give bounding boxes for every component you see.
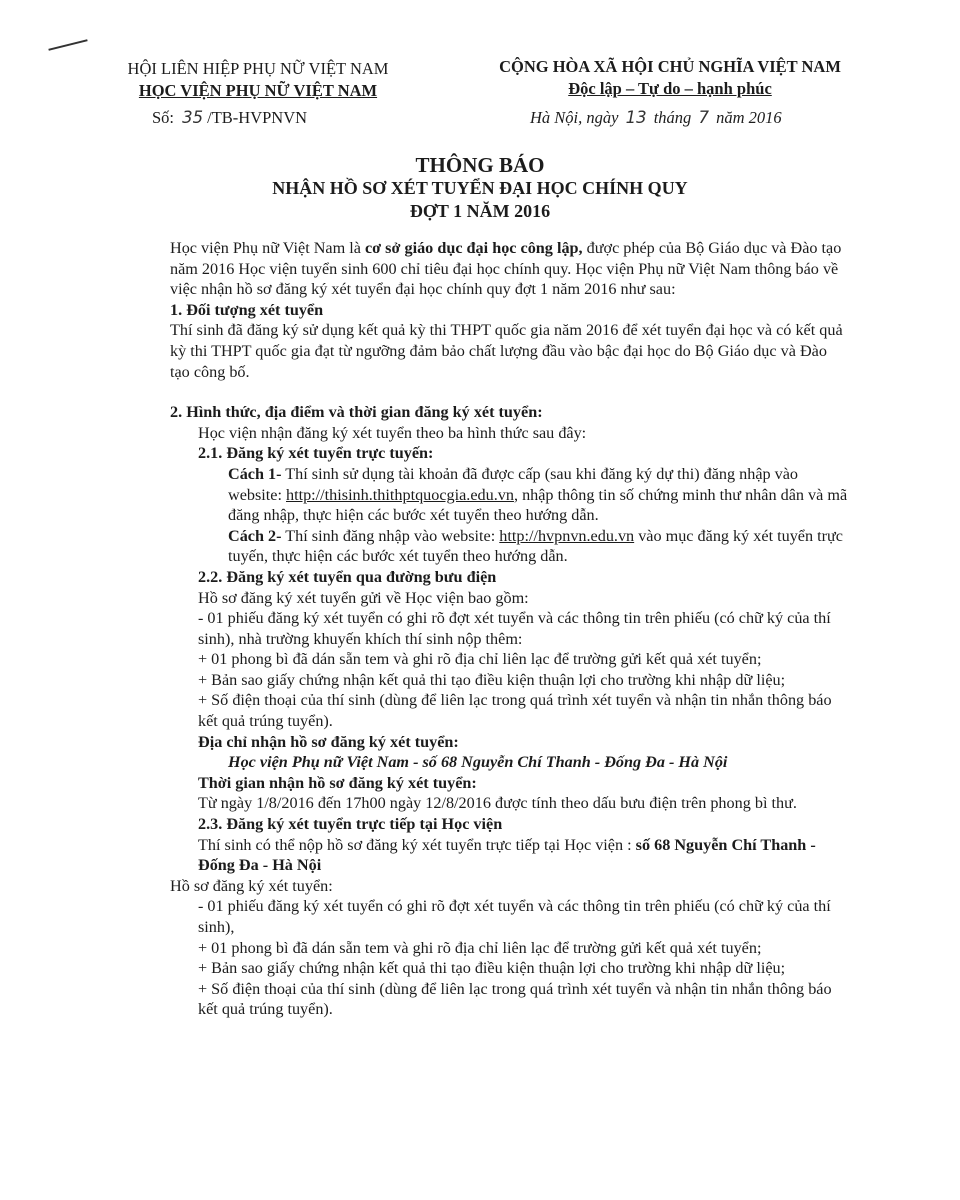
- postal-doc-item-2: + 01 phong bì đã dán sẵn tem và ghi rõ địa chỉ liên lạc để trường gửi kết quả xét tuyển;: [198, 650, 762, 669]
- method-2-text-b: vào mục đăng ký xét tuyển trực tuyến, thực hiện các bước xét tuyển theo hướng dẫn.: [228, 526, 843, 566]
- section-1-text: Thí sinh đã đăng ký sử dụng kết quả kỳ thi THPT quốc gia năm 2016 để xét tuyển đại học và có kết quả kỳ thi THPT quốc gia đạt từ ngưỡng đảm bảo chất lượng đầu vào bậc đại học do Bộ Giáo dục và Đào tạo công bố.: [170, 321, 843, 381]
- direct-docs-intro: Hồ sơ đăng ký xét tuyển:: [170, 876, 333, 895]
- method-1-text-b: , nhập thông tin số chứng minh thư nhân dân và mã đăng nhập, thực hiện các bước xét tuyển theo hướng dẫn.: [228, 485, 848, 525]
- date-day: 13: [625, 108, 647, 127]
- intro-text-a: Học viện Phụ nữ Việt Nam là: [170, 239, 365, 257]
- postal-doc-item-3: + Bản sao giấy chứng nhận kết quả thi tạo điều kiện thuận lợi cho trường khi nhập dữ liệu;: [198, 670, 786, 689]
- postal-doc-item-1: - 01 phiếu đăng ký xét tuyển có ghi rõ đợt xét tuyển và các thông tin trên phiếu (có chữ ký của thí sinh), nhà trường khuyến khích thí sinh nộp thêm:: [198, 609, 831, 648]
- section-2-3-heading: 2.3. Đăng ký xét tuyển trực tiếp tại Học viện: [198, 815, 503, 834]
- document-date: [530, 108, 782, 128]
- section-2-heading: 2. Hình thức, địa điểm và thời gian đăng ký xét tuyển:: [170, 403, 543, 422]
- method-1-paragraph: [170, 464, 850, 526]
- intro-paragraph: [170, 238, 850, 300]
- issuer-org: HỌC VIỆN PHỤ NỮ VIỆT NAM: [138, 81, 378, 100]
- document-body: [170, 238, 850, 1020]
- direct-text-a: Thí sinh có thể nộp hồ sơ đăng ký xét tuyển trực tiếp tại Học viện :: [198, 835, 636, 854]
- hvpnvn-website-link[interactable]: http://hvpnvn.edu.vn: [499, 526, 635, 545]
- method-2-label: Cách 2-: [228, 526, 282, 545]
- intro-text-bold: cơ sở giáo dục đại học công lập,: [364, 239, 583, 257]
- date-month-label: tháng: [653, 108, 692, 127]
- national-header: [470, 56, 870, 100]
- direct-doc-item-1: - 01 phiếu đăng ký xét tuyển có ghi rõ đợt xét tuyển và các thông tin trên phiếu (có chữ ký của thí sinh),: [198, 897, 831, 936]
- section-2-intro: Học viện nhận đăng ký xét tuyển theo ba hình thức sau đây:: [198, 423, 587, 442]
- section-1-heading: 1. Đối tượng xét tuyển: [170, 300, 324, 319]
- issuer-parent-org: HỘI LIÊN HIỆP PHỤ NỮ VIỆT NAM: [127, 59, 389, 78]
- section-2-1-heading: 2.1. Đăng ký xét tuyển trực tuyến:: [198, 444, 434, 463]
- title-line-2: NHẬN HỒ SƠ XÉT TUYỂN ĐẠI HỌC CHÍNH QUY: [272, 178, 688, 198]
- title-line-1: THÔNG BÁO: [415, 153, 545, 177]
- date-prefix: Hà Nội, ngày: [530, 108, 619, 127]
- postal-doc-item-4: + Số điện thoại của thí sinh (dùng để liên lạc trong quá trình xét tuyển và nhận tin nhắn thông báo kết quả trúng tuyển).: [198, 691, 832, 731]
- direct-doc-item-3: + Bản sao giấy chứng nhận kết quả thi tạo điều kiện thuận lợi cho trường khi nhập dữ liệu;: [198, 959, 786, 978]
- doc-number-suffix: /TB-HVPNVN: [207, 108, 308, 127]
- date-month: 7: [698, 108, 709, 127]
- date-year: năm 2016: [716, 108, 782, 127]
- direct-doc-item-4: + Số điện thoại của thí sinh (dùng để liên lạc trong quá trình xét tuyển và nhận tin nhắn thông báo kết quả trúng tuyển).: [198, 979, 832, 1019]
- country-name: CỘNG HÒA XÃ HỘI CHỦ NGHĨA VIỆT NAM: [499, 57, 841, 76]
- spacer: [170, 382, 850, 402]
- document-number: [152, 108, 307, 128]
- pen-mark: [48, 39, 87, 51]
- direct-address-bold: số 68 Nguyễn Chí Thanh - Đống Đa - Hà Nội: [198, 835, 816, 875]
- postal-time-value: Từ ngày 1/8/2016 đến 17h00 ngày 12/8/2016 được tính theo dấu bưu điện trên phong bì thư.: [198, 794, 797, 813]
- direct-doc-item-2: + 01 phong bì đã dán sẵn tem và ghi rõ địa chỉ liên lạc để trường gửi kết quả xét tuyển;: [198, 938, 762, 957]
- doc-number-prefix: Số:: [152, 108, 175, 127]
- method-1-label: Cách 1-: [228, 464, 282, 483]
- postal-time-label: Thời gian nhận hồ sơ đăng ký xét tuyển:: [198, 773, 477, 792]
- thisinh-website-link[interactable]: http://thisinh.thithptquocgia.edu.vn: [286, 485, 514, 504]
- doc-number-handwritten: 35: [182, 108, 204, 127]
- method-2-text-a: Thí sinh đăng nhập vào website:: [281, 526, 500, 545]
- document-title: [0, 154, 960, 223]
- direct-submission-text: [170, 835, 850, 876]
- issuer-block: [108, 58, 408, 102]
- postal-address-value: Học viện Phụ nữ Việt Nam - số 68 Nguyễn Chí Thanh - Đống Đa - Hà Nội: [228, 753, 728, 772]
- postal-docs-intro: Hồ sơ đăng ký xét tuyển gửi về Học viện bao gồm:: [198, 588, 529, 607]
- intro-text-b: được phép của Bộ Giáo dục và Đào tạo năm 2016 Học viện tuyển sinh 600 chỉ tiêu đại học chính quy. Học viện Phụ nữ Việt Nam thông báo về việc nhận hồ sơ đăng ký xét tuyển đại học chính quy đợt 1 năm 2016 như sau:: [170, 239, 842, 299]
- method-2-paragraph: [170, 526, 850, 567]
- title-line-3: ĐỢT 1 NĂM 2016: [409, 201, 551, 221]
- national-motto: Độc lập – Tự do – hạnh phúc: [568, 79, 772, 98]
- postal-address-label: Địa chỉ nhận hồ sơ đăng ký xét tuyển:: [198, 732, 459, 751]
- method-1-text-a: Thí sinh sử dụng tài khoản đã được cấp (sau khi đăng ký dự thi) đăng nhập vào website:: [228, 464, 799, 504]
- section-2-2-heading: 2.2. Đăng ký xét tuyển qua đường bưu điện: [198, 567, 497, 586]
